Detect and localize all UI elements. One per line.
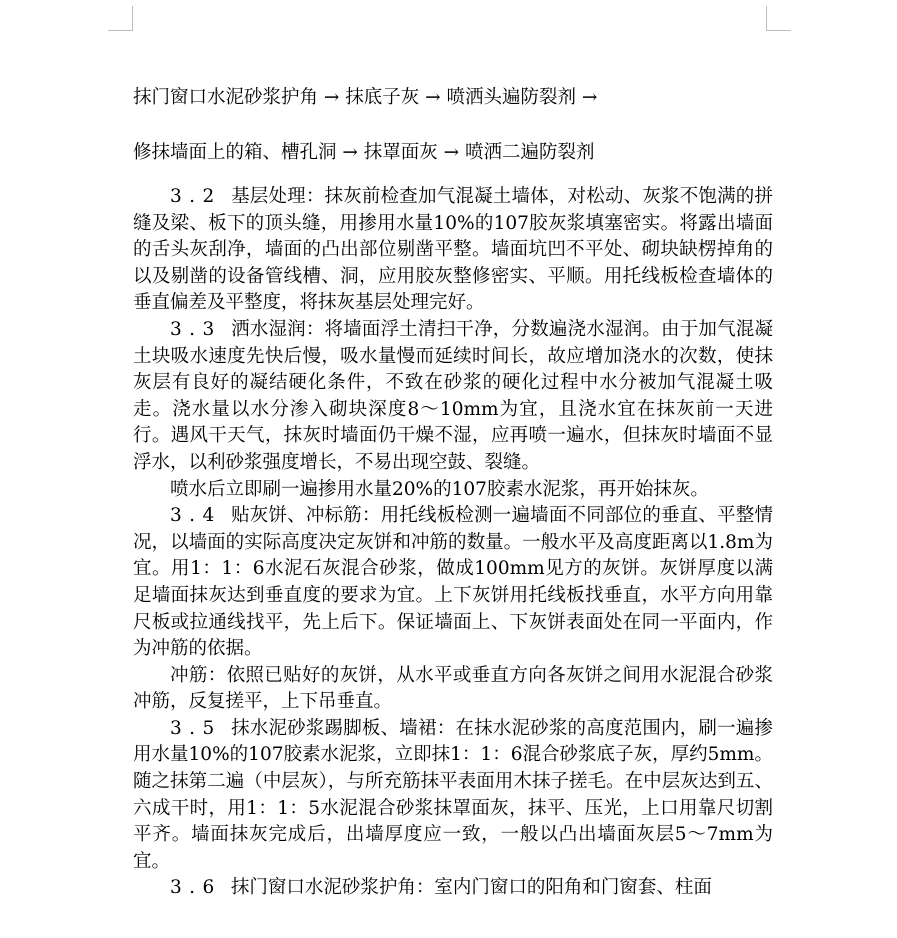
- section-number: 3.5: [170, 717, 222, 739]
- page-corner-mark-left: [108, 6, 133, 31]
- section-number: 3.6: [170, 877, 222, 899]
- paragraph-3-5: [133, 716, 773, 876]
- paragraph-text: 基层处理：抹灰前检查加气混凝土墙体，对松动、灰浆不饱满的拼缝及梁、板下的顶头缝，用掺用水量10%的107胶灰浆填塞密实。将露出墙面的舌头灰刮净，墙面的凸出部位剔凿平整。墙面坑凹不平处、砌块缺楞掉角的以及剔凿的设备管线槽、洞，应用胶灰整修密实、平顺。用托线板检查墙体的垂直偏差及平整度，将抹灰基层处理完好。: [133, 186, 773, 314]
- document-page: [133, 84, 773, 902]
- document-body: [133, 184, 773, 902]
- process-flow-line-2: 修抹墙面上的箱、槽孔洞 → 抹罩面灰 → 喷洒二遍防裂剂: [133, 142, 595, 163]
- paragraph-3-3: [133, 317, 773, 477]
- paragraph-text: 抹门窗口水泥砂浆护角：室内门窗口的阳角和门窗套、柱面: [230, 877, 712, 899]
- page-corner-mark-right: [766, 6, 791, 31]
- paragraph-screed: [133, 663, 773, 716]
- paragraph-3-6: [133, 875, 773, 902]
- paragraph-3-2: [133, 184, 773, 317]
- process-flow-line-1: 抹门窗口水泥砂浆护角 → 抹底子灰 → 喷洒头遍防裂剂 →: [133, 87, 598, 108]
- paragraph-text: 喷水后立即刷一遍掺用水量20%的107胶素水泥浆，再开始抹灰。: [170, 478, 709, 500]
- paragraph-text: 洒水湿润：将墙面浮土清扫干净，分数遍浇水湿润。由于加气混凝土块吸水速度先快后慢，吸水量慢而延续时间长，故应增加浇水的次数，使抹灰层有良好的凝结硬化条件，不致在砂浆的硬化过程中水分被加气混凝土吸走。浇水量以水分渗入砌块深度8～10mm为宜，且浇水宜在抹灰前一天进行。遇风干天气，抹灰时墙面仍干燥不湿，应再喷一遍水，但抹灰时墙面不显浮水，以利砂浆强度增长，不易出现空鼓、裂缝。: [133, 318, 773, 473]
- paragraph-text: 贴灰饼、冲标筋：用托线板检测一遍墙面不同部位的垂直、平整情况，以墙面的实际高度决定灰饼和冲筋的数量。一般水平及高度距离以1.8m为宜。用1：1：6水泥石灰混合砂浆，做成100mm见方的灰饼。灰饼厚度以满足墙面抹灰达到垂直度的要求为宜。上下灰饼用托线板找垂直，水平方向用靠尺板或拉通线找平，先上后下。保证墙面上、下灰饼表面处在同一平面内，作为冲筋的依据。: [133, 505, 773, 660]
- section-number: 3.2: [170, 186, 222, 207]
- section-number: 3.4: [170, 505, 222, 527]
- section-number: 3.3: [170, 318, 222, 340]
- paragraph-text: 冲筋：依照已贴好的灰饼，从水平或垂直方向各灰饼之间用水泥混合砂浆冲筋，反复搓平，上下吊垂直。: [133, 664, 773, 713]
- paragraph-text: 抹水泥砂浆踢脚板、墙裙：在抹水泥砂浆的高度范围内，刷一遍掺用水量10%的107胶素水泥浆，立即抹1：1：6混合砂浆底子灰，厚约5mm。随之抹第二遍（中层灰），与所充筋抹平表面用木抹子搓毛。在中层灰达到五、六成干时，用1：1：5水泥混合砂浆抹罩面灰，抹平、压光，上口用靠尺切割平齐。墙面抹灰完成后，出墙厚度应一致，一般以凸出墙面灰层5～7mm为宜。: [133, 717, 773, 872]
- paragraph-spray: [133, 477, 773, 504]
- paragraph-3-4: [133, 503, 773, 663]
